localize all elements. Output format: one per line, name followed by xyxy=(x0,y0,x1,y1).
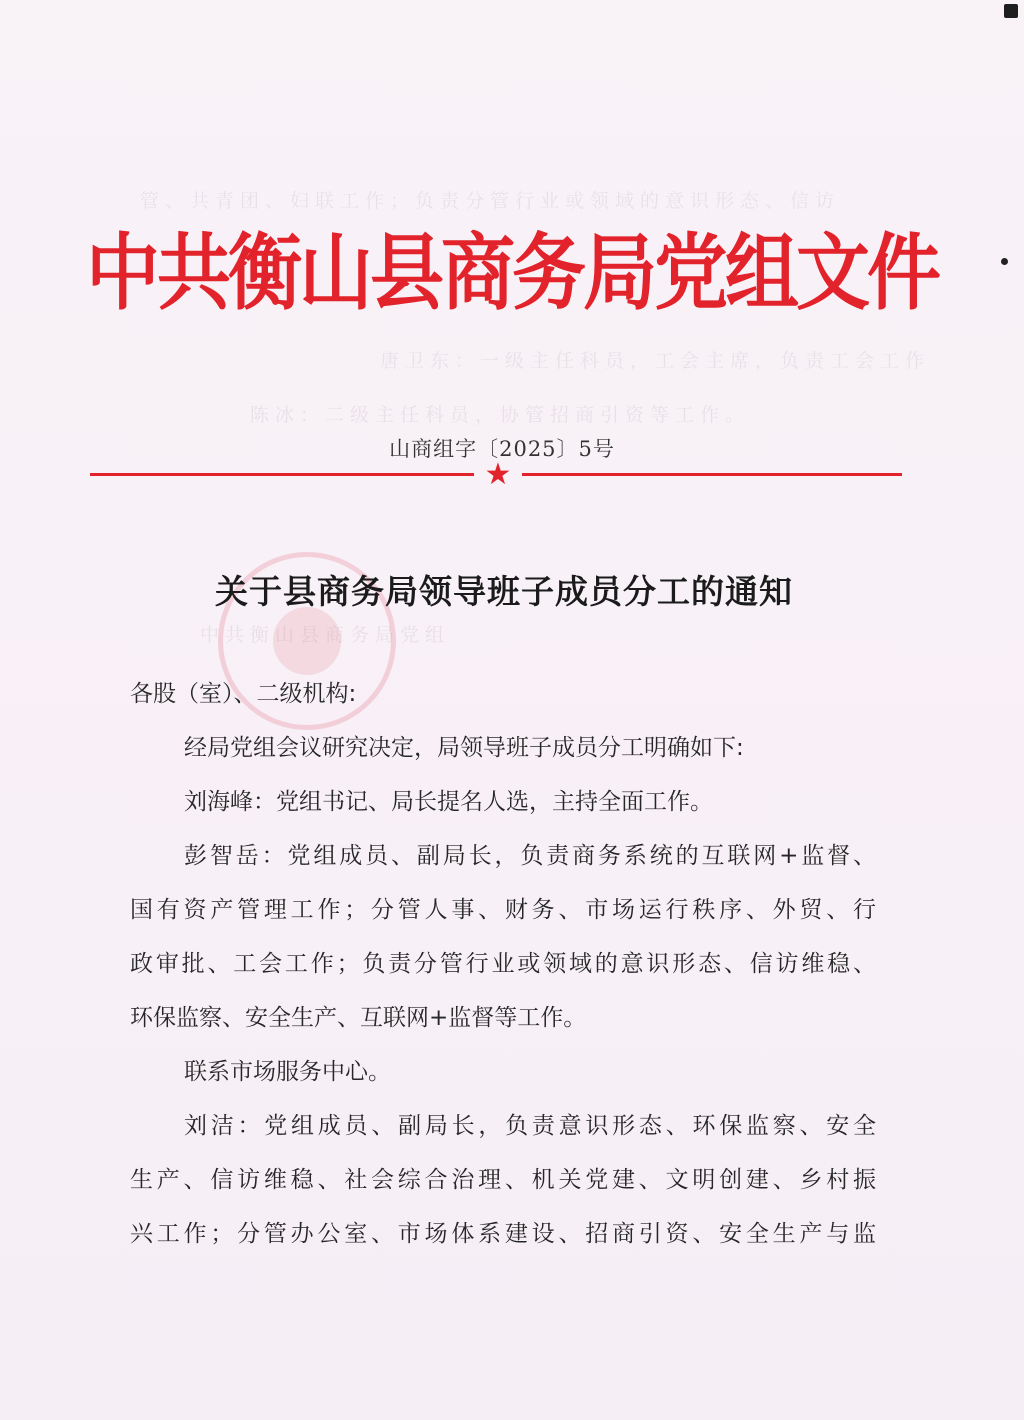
notice-title: 关于县商务局领导班子成员分工的通知 xyxy=(215,572,793,611)
salutation: 各股（室）、二级机构: xyxy=(130,681,357,707)
header-divider-left xyxy=(90,473,474,476)
bleed-through-text: 唐卫东：一级主任科员，工会主席，负责工会工作 xyxy=(380,350,931,372)
body-paragraph-line: 生产、信访维稳、社会综合治理、机关党建、文明创建、乡村振 xyxy=(130,1167,876,1193)
body-paragraph-line: 国有资产管理工作；分管人事、财务、市场运行秩序、外贸、行 xyxy=(130,897,876,923)
body-paragraph-line: 经局党组会议研究决定，局领导班子成员分工明确如下: xyxy=(184,735,744,761)
body-paragraph-line: 环保监察、安全生产、互联网+监督等工作。 xyxy=(130,1005,587,1031)
scan-corner-mark xyxy=(1004,4,1018,18)
bleed-through-text: 管、共青团、妇联工作；负责分管行业或领域的意识形态、信访 xyxy=(140,190,841,212)
bleed-through-text: 陈冰：二级主任科员，协管招商引资等工作。 xyxy=(250,404,751,426)
star-icon: ★ xyxy=(484,457,512,492)
document-number: 山商组字〔2025〕5号 xyxy=(389,437,615,461)
body-paragraph-line: 政审批、工会工作；负责分管行业或领域的意识形态、信访维稳、 xyxy=(130,951,876,977)
body-paragraph-line: 刘洁：党组成员、副局长，负责意识形态、环保监察、安全 xyxy=(184,1113,876,1139)
header-divider-right xyxy=(522,473,902,476)
body-paragraph-line: 彭智岳：党组成员、副局长，负责商务系统的互联网+监督、 xyxy=(184,843,876,869)
document-header-title: 中共衡山县商务局党组文件 xyxy=(86,225,938,322)
body-paragraph-line: 刘海峰：党组书记、局长提名人选，主持全面工作。 xyxy=(184,789,713,815)
bleed-through-text: 中共衡山县商务局党组 xyxy=(200,624,451,646)
body-paragraph-line: 兴工作；分管办公室、市场体系建设、招商引资、安全生产与监 xyxy=(130,1221,876,1247)
seal-emblem xyxy=(273,607,341,675)
body-paragraph-line: 联系市场服务中心。 xyxy=(184,1059,391,1085)
